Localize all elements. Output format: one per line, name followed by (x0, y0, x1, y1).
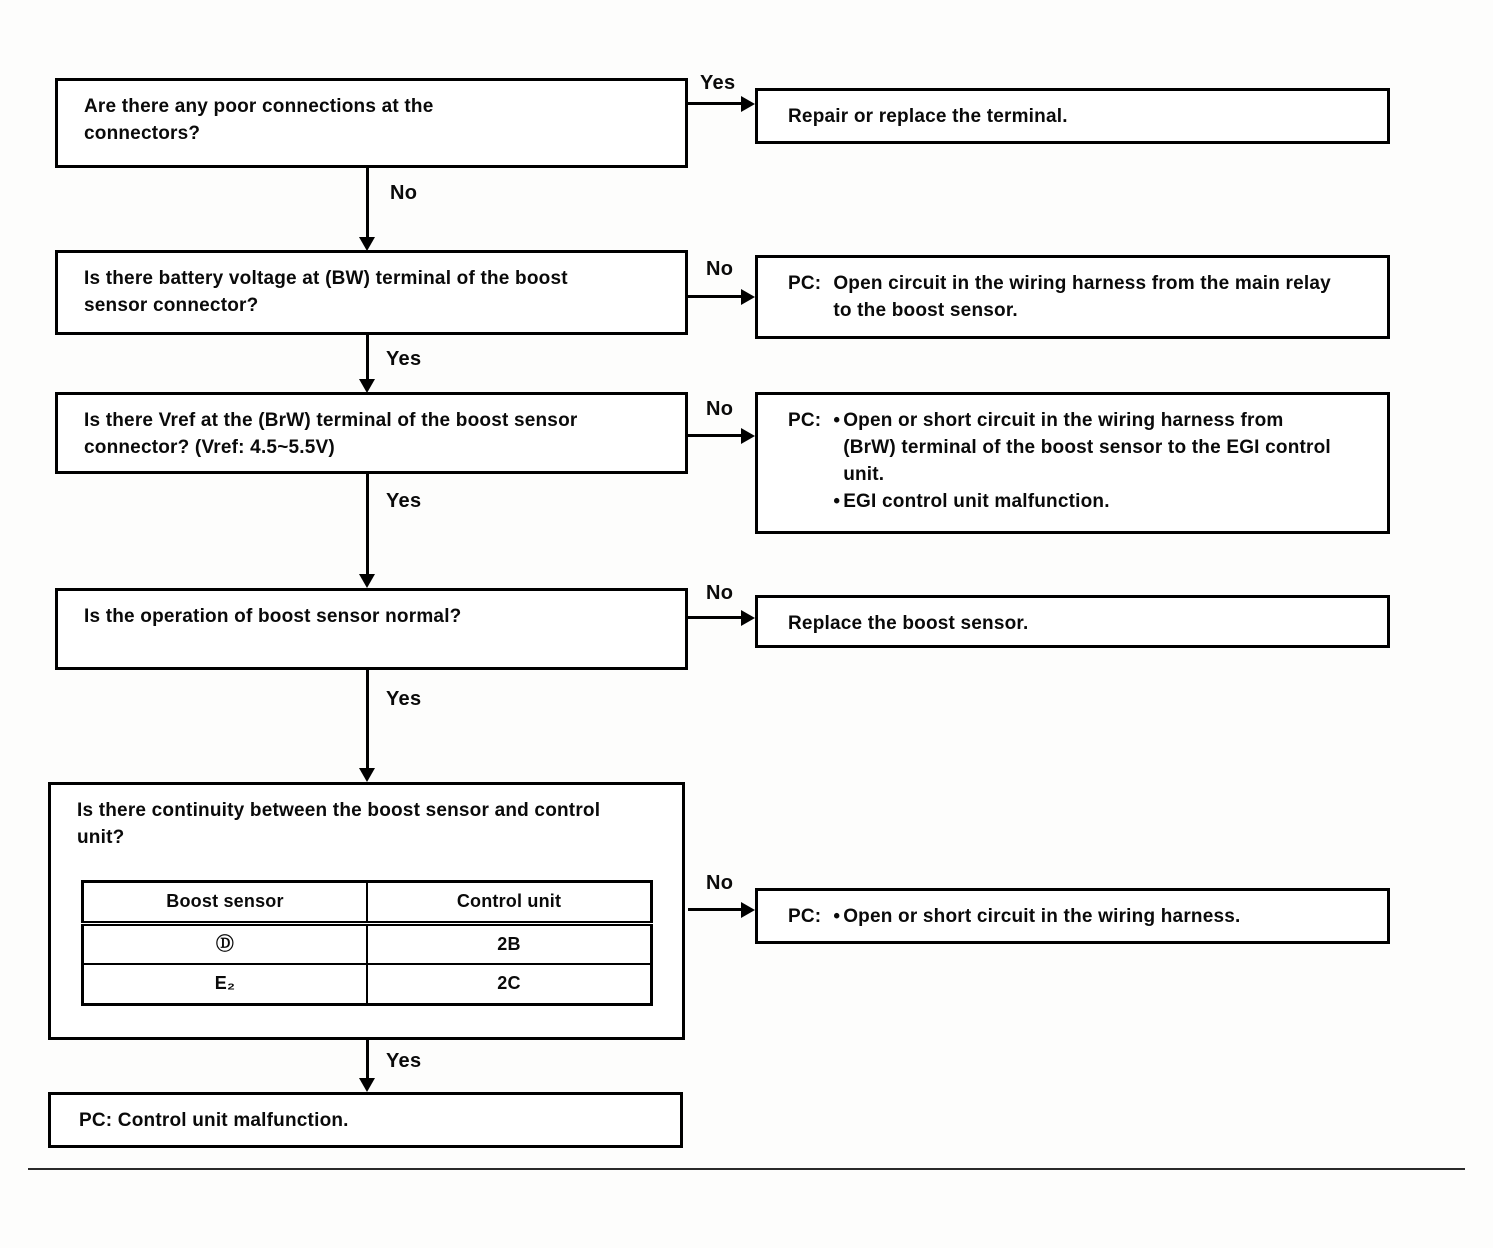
next-label-yes-3: Yes (386, 490, 422, 512)
question-text-2: Is there battery voltage at (BW) terminal of the boost sensor connector? (84, 268, 568, 316)
arrow-line-branch-2 (688, 295, 742, 298)
table-header-row (83, 882, 652, 924)
next-label-yes-5: Yes (386, 1050, 422, 1072)
answer-text-2: Open circuit in the wiring harness from the main relay to the boost sensor. (833, 273, 1331, 321)
cell-boost-e2: E₂ (83, 964, 368, 1004)
answer-prefix-5: PC: (788, 906, 822, 927)
page-divider (28, 1168, 1465, 1170)
table-row (83, 964, 652, 1004)
arrowhead-branch-5 (741, 902, 755, 918)
answer-box-4 (755, 595, 1390, 648)
arrowhead-down-3 (359, 574, 375, 588)
question-box-2 (55, 250, 688, 335)
table-row (83, 923, 652, 964)
branch-label-yes-1: Yes (700, 72, 736, 94)
question-text-1: Are there any poor connections at the connectors? (84, 96, 434, 144)
final-text: PC: Control unit malfunction. (79, 1110, 349, 1131)
arrow-line-branch-3 (688, 434, 742, 437)
continuity-table (81, 880, 653, 1006)
branch-label-no-5: No (706, 872, 734, 894)
arrowhead-down-1 (359, 237, 375, 251)
arrow-line-down-4 (366, 670, 369, 770)
answer-box-3 (755, 392, 1390, 534)
answer-box-1 (755, 88, 1390, 144)
branch-label-no-3: No (706, 398, 734, 420)
table-header-boost-sensor: Boost sensor (83, 882, 368, 924)
answer-bullet-1 (833, 408, 1369, 489)
next-label-no-1: No (390, 182, 418, 204)
final-box (48, 1092, 683, 1148)
answer-box-5 (755, 888, 1390, 944)
cell-control-2c: 2C (367, 964, 652, 1004)
answer-bullet-2 (833, 489, 1369, 516)
next-label-yes-2: Yes (386, 348, 422, 370)
arrowhead-down-5 (359, 1078, 375, 1092)
answer-prefix-2: PC: (788, 273, 822, 294)
arrowhead-down-2 (359, 379, 375, 393)
answer-prefix-3: PC: (788, 410, 822, 431)
bullet-icon: • (833, 410, 841, 431)
answer-text-1: Repair or replace the terminal. (788, 106, 1068, 127)
answer-bullet-text-3b: EGI control unit malfunction. (843, 490, 1110, 512)
answer-text-4: Replace the boost sensor. (788, 613, 1029, 634)
bullet-icon: • (833, 906, 841, 927)
arrowhead-branch-3 (741, 428, 755, 444)
question-box-3 (55, 392, 688, 474)
arrow-line-branch-5 (688, 908, 742, 911)
question-text-3: Is there Vref at the (BrW) terminal of the boost sensor connector? (Vref: 4.5~5.5V) (84, 410, 578, 458)
arrow-line-down-2 (366, 335, 369, 381)
answer-bullet-text-3a: Open or short circuit in the wiring harness from (BrW) terminal of the boost sensor to the EGI control unit. (843, 410, 1331, 485)
next-label-yes-4: Yes (386, 688, 422, 710)
question-text-5: Is there continuity between the boost sensor and control unit? (77, 800, 601, 848)
arrow-line-down-5 (366, 1040, 369, 1080)
arrow-line-branch-1 (688, 102, 742, 105)
branch-label-no-2: No (706, 258, 734, 280)
arrowhead-branch-1 (741, 96, 755, 112)
arrowhead-branch-4 (741, 610, 755, 626)
arrow-line-down-3 (366, 474, 369, 576)
cell-control-2b: 2B (367, 923, 652, 964)
answer-text-5: Open or short circuit in the wiring harness. (843, 906, 1241, 927)
branch-label-no-4: No (706, 582, 734, 604)
arrow-line-branch-4 (688, 616, 742, 619)
arrowhead-down-4 (359, 768, 375, 782)
arrowhead-branch-2 (741, 289, 755, 305)
question-box-4 (55, 588, 688, 670)
bullet-icon: • (833, 490, 841, 512)
table-header-control-unit: Control unit (367, 882, 652, 924)
question-text-4: Is the operation of boost sensor normal? (84, 606, 462, 627)
answer-box-2 (755, 255, 1390, 339)
arrow-line-down-1 (366, 168, 369, 240)
cell-boost-d: Ⓓ (83, 923, 368, 964)
question-box-1 (55, 78, 688, 168)
question-box-5 (48, 782, 685, 1040)
